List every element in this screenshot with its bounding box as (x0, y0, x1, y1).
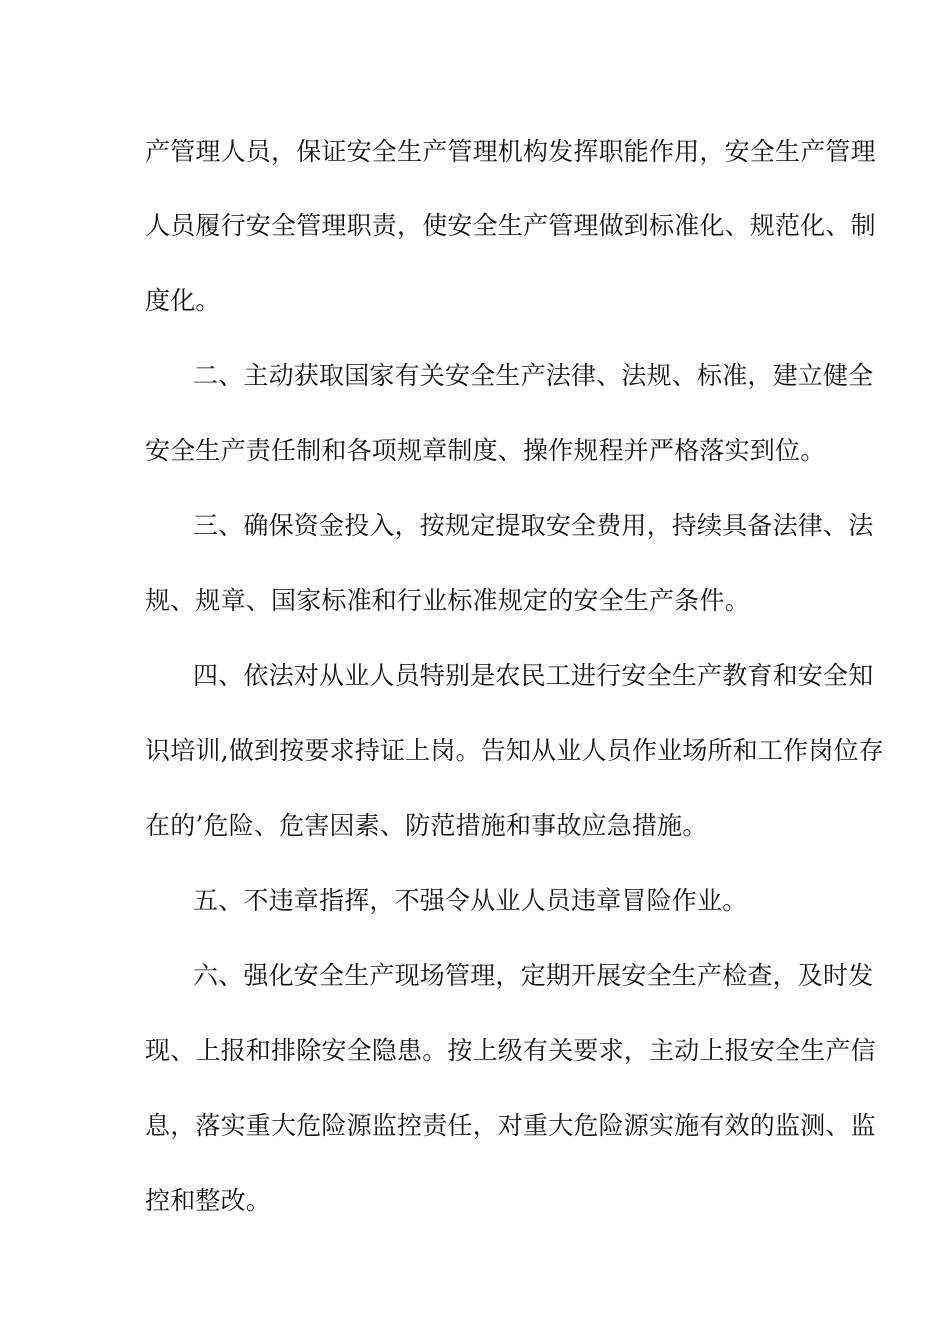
paragraph-heading-6: 六、强化安全生产现场管理，定期开展安全生产检查，及时发 (193, 961, 874, 990)
text-line: 规、规章、国家标准和行业标准规定的安全生产条件。 (145, 586, 750, 615)
text-line: 控和整改。 (145, 1186, 272, 1215)
text-line: 安全生产责任制和各项规章制度、操作规程并严格落实到位。 (145, 436, 826, 465)
text-line: 息，落实重大危险源监控责任，对重大危险源实施有效的监测、监 (145, 1111, 876, 1140)
text-line: 识培训,做到按要求持证上岗。告知从业人员作业场所和工作岗位存 (145, 736, 884, 765)
paragraph-heading-5: 五、不违章指挥，不强令从业人员违章冒险作业。 (193, 886, 748, 915)
text-line: 在的’危险、危害因素、防范措施和事故应急措施。 (145, 811, 708, 840)
paragraph-heading-4: 四、依法对从业人员特别是农民工进行安全生产教育和安全知 (193, 661, 874, 690)
text-line: 产管理人员，保证安全生产管理机构发挥职能作用，安全生产管理 (145, 137, 876, 166)
paragraph-heading-2: 二、主动获取国家有关安全生产法律、法规、标准，建立健全 (193, 361, 874, 390)
paragraph-heading-3: 三、确保资金投入，按规定提取安全费用，持续具备法律、法 (193, 511, 874, 540)
text-line: 现、上报和排除安全隐患。按上级有关要求，主动上报安全生产信 (145, 1036, 876, 1065)
text-line: 度化。 (145, 286, 221, 315)
text-line: 人员履行安全管理职责，使安全生产管理做到标准化、规范化、制 (145, 211, 876, 240)
